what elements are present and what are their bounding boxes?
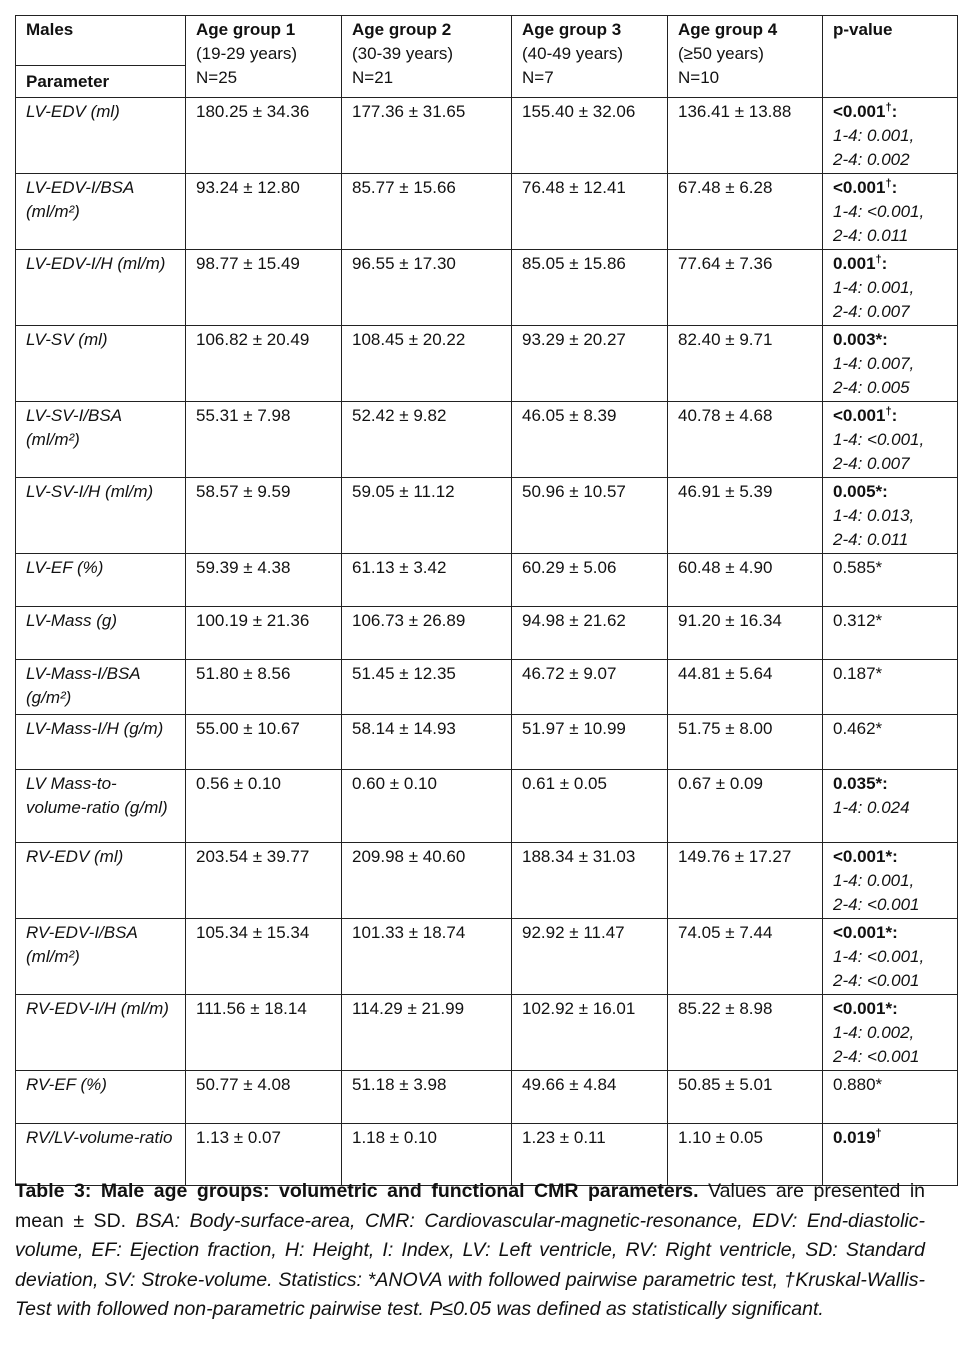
value-cell-group-4: 44.81 ± 5.64 [668,660,823,715]
p-value-pairwise: 2-4: 0.007 [833,302,910,321]
parameter-cell: LV-Mass (g) [16,607,186,660]
parameter-cell: LV Mass-to-volume-ratio (g/ml) [16,770,186,843]
value-cell-group-4: 136.41 ± 13.88 [668,98,823,174]
parameter-cell: LV-EDV (ml) [16,98,186,174]
table-row [16,478,958,554]
value-cell-group-1: 55.00 ± 10.67 [186,715,342,770]
value-cell-group-2: 106.73 ± 26.89 [342,607,512,660]
parameter-cell: RV-EDV (ml) [16,843,186,919]
p-value-pairwise: 1-4: 0.013, [833,506,915,525]
parameter-cell: LV-EDV-I/H (ml/m) [16,250,186,326]
p-value-main: <0.001*: [833,999,898,1018]
value-cell-group-1: 0.56 ± 0.10 [186,770,342,843]
parameter-cell: LV-EDV-I/BSA (ml/m²) [16,174,186,250]
table-row [16,843,958,919]
value-cell-group-2: 114.29 ± 21.99 [342,995,512,1071]
header-group-range: (≥50 years) [678,44,764,63]
value-cell-group-4: 77.64 ± 7.36 [668,250,823,326]
p-value-cell [823,1071,958,1124]
p-value-main: 0.312* [833,611,883,630]
p-value-main: 0.035*: [833,774,888,793]
p-value-cell [823,660,958,715]
p-value-cell [823,843,958,919]
value-cell-group-3: 51.97 ± 10.99 [512,715,668,770]
header-group-range: (19-29 years) [196,44,298,63]
value-cell-group-4: 51.75 ± 8.00 [668,715,823,770]
value-cell-group-2: 209.98 ± 40.60 [342,843,512,919]
value-cell-group-3: 0.61 ± 0.05 [512,770,668,843]
value-cell-group-3: 188.34 ± 31.03 [512,843,668,919]
p-value-cell [823,326,958,402]
value-cell-group-3: 155.40 ± 32.06 [512,98,668,174]
value-cell-group-2: 177.36 ± 31.65 [342,98,512,174]
table-row [16,250,958,326]
value-cell-group-4: 67.48 ± 6.28 [668,174,823,250]
value-cell-group-1: 111.56 ± 18.14 [186,995,342,1071]
p-value-main: <0.001†: [833,101,898,121]
table-row [16,174,958,250]
p-value-pairwise: 1-4: 0.007, [833,354,915,373]
value-cell-group-2: 59.05 ± 11.12 [342,478,512,554]
p-value-pairwise: 2-4: <0.001 [833,895,920,914]
header-parameter: Parameter [16,66,186,98]
header-group-range: (30-39 years) [352,44,454,63]
value-cell-group-4: 0.67 ± 0.09 [668,770,823,843]
header-p-value: p-value [823,16,958,98]
value-cell-group-3: 94.98 ± 21.62 [512,607,668,660]
p-value-cell [823,919,958,995]
parameter-cell: RV/LV-volume-ratio [16,1124,186,1186]
p-value-main: <0.001*: [833,847,898,866]
table-row [16,326,958,402]
caption-abbreviations: BSA: Body-surface-area, CMR: Cardiovascular-magnetic-resonance, EDV: End-diastolic-volume, EF: Ejection fraction, H: Height, I: Index, LV: Left ventricle, RV: Right ventricle, SD: Standard deviation, SV: Stroke-volume. Statistics: *ANOVA with followed pairwise parametric test, †Kruskal-Wallis-Test with followed non-parametric pairwise test. P≤0.05 was defined as statistically significant. [15,1209,926,1320]
header-group-n: N=10 [678,68,720,87]
p-value-pairwise: 2-4: 0.002 [833,150,910,169]
value-cell-group-3: 50.96 ± 10.57 [512,478,668,554]
parameter-cell: LV-SV-I/H (ml/m) [16,478,186,554]
p-value-main: 0.003*: [833,330,888,349]
table-row [16,1071,958,1124]
table-row [16,715,958,770]
header-group-n: N=25 [196,68,238,87]
p-value-main: 0.019† [833,1127,882,1147]
p-value-pairwise: 2-4: <0.001 [833,1047,920,1066]
p-value-pairwise: 1-4: 0.002, [833,1023,915,1042]
p-value-pairwise: 1-4: <0.001, [833,947,925,966]
value-cell-group-4: 82.40 ± 9.71 [668,326,823,402]
p-value-cell [823,98,958,174]
p-value-cell [823,995,958,1071]
value-cell-group-3: 46.05 ± 8.39 [512,402,668,478]
value-cell-group-2: 61.13 ± 3.42 [342,554,512,607]
value-cell-group-3: 102.92 ± 16.01 [512,995,668,1071]
value-cell-group-1: 1.13 ± 0.07 [186,1124,342,1186]
header-males: Males [16,16,186,66]
parameter-cell: RV-EDV-I/H (ml/m) [16,995,186,1071]
value-cell-group-1: 59.39 ± 4.38 [186,554,342,607]
value-cell-group-2: 96.55 ± 17.30 [342,250,512,326]
value-cell-group-1: 93.24 ± 12.80 [186,174,342,250]
value-cell-group-1: 98.77 ± 15.49 [186,250,342,326]
p-value-cell [823,607,958,660]
p-value-pairwise: 1-4: 0.001, [833,126,915,145]
table-row [16,919,958,995]
parameter-cell: LV-EF (%) [16,554,186,607]
value-cell-group-3: 85.05 ± 15.86 [512,250,668,326]
parameter-cell: RV-EDV-I/BSA (ml/m²) [16,919,186,995]
value-cell-group-2: 52.42 ± 9.82 [342,402,512,478]
value-cell-group-1: 105.34 ± 15.34 [186,919,342,995]
value-cell-group-3: 93.29 ± 20.27 [512,326,668,402]
table-row [16,607,958,660]
p-value-main: <0.001*: [833,923,898,942]
table-row [16,770,958,843]
p-value-pairwise: 2-4: <0.001 [833,971,920,990]
value-cell-group-4: 1.10 ± 0.05 [668,1124,823,1186]
value-cell-group-1: 50.77 ± 4.08 [186,1071,342,1124]
value-cell-group-1: 106.82 ± 20.49 [186,326,342,402]
p-value-cell [823,770,958,843]
value-cell-group-3: 1.23 ± 0.11 [512,1124,668,1186]
table-caption [15,1177,925,1325]
parameter-cell: RV-EF (%) [16,1071,186,1124]
header-group-n: N=7 [522,68,554,87]
header-group-range: (40-49 years) [522,44,624,63]
header-age-group-4 [668,16,823,98]
p-value-cell [823,554,958,607]
table-row [16,995,958,1071]
p-value-pairwise: 1-4: 0.001, [833,278,915,297]
value-cell-group-1: 51.80 ± 8.56 [186,660,342,715]
value-cell-group-4: 85.22 ± 8.98 [668,995,823,1071]
table-row [16,98,958,174]
table-body [16,16,958,1186]
table-row [16,660,958,715]
results-table [15,15,958,1186]
value-cell-group-1: 55.31 ± 7.98 [186,402,342,478]
header-group-title: Age group 1 [196,20,296,39]
value-cell-group-1: 100.19 ± 21.36 [186,607,342,660]
p-value-pairwise: 1-4: 0.001, [833,871,915,890]
p-value-cell [823,250,958,326]
p-value-cell [823,174,958,250]
value-cell-group-4: 46.91 ± 5.39 [668,478,823,554]
header-age-group-2 [342,16,512,98]
value-cell-group-4: 60.48 ± 4.90 [668,554,823,607]
p-value-main: 0.585* [833,558,883,577]
value-cell-group-4: 91.20 ± 16.34 [668,607,823,660]
p-value-pairwise: 2-4: 0.007 [833,454,910,473]
p-value-main: 0.462* [833,719,883,738]
value-cell-group-2: 101.33 ± 18.74 [342,919,512,995]
p-value-main: 0.880* [833,1075,883,1094]
p-value-pairwise: 2-4: 0.011 [833,530,909,549]
value-cell-group-3: 60.29 ± 5.06 [512,554,668,607]
p-value-cell [823,402,958,478]
header-group-title: Age group 4 [678,20,778,39]
value-cell-group-3: 46.72 ± 9.07 [512,660,668,715]
value-cell-group-2: 85.77 ± 15.66 [342,174,512,250]
value-cell-group-4: 74.05 ± 7.44 [668,919,823,995]
value-cell-group-1: 180.25 ± 34.36 [186,98,342,174]
value-cell-group-1: 58.57 ± 9.59 [186,478,342,554]
header-age-group-3 [512,16,668,98]
header-row-top [16,16,958,66]
value-cell-group-2: 0.60 ± 0.10 [342,770,512,843]
value-cell-group-4: 149.76 ± 17.27 [668,843,823,919]
table-row [16,554,958,607]
p-value-cell [823,715,958,770]
p-value-main: 0.005*: [833,482,888,501]
value-cell-group-2: 51.45 ± 12.35 [342,660,512,715]
p-value-pairwise: 1-4: <0.001, [833,202,925,221]
p-value-main: <0.001†: [833,177,898,197]
caption-title: Table 3: Male age groups: volumetric and functional CMR parameters. [15,1180,699,1202]
value-cell-group-3: 76.48 ± 12.41 [512,174,668,250]
header-group-title: Age group 3 [522,20,622,39]
value-cell-group-2: 51.18 ± 3.98 [342,1071,512,1124]
value-cell-group-4: 50.85 ± 5.01 [668,1071,823,1124]
caption-intro: Values are presented in mean ± SD. [15,1180,925,1232]
parameter-cell: LV-Mass-I/H (g/m) [16,715,186,770]
value-cell-group-2: 58.14 ± 14.93 [342,715,512,770]
p-value-pairwise: 1-4: 0.024 [833,798,910,817]
p-value-pairwise: 2-4: 0.011 [833,226,909,245]
value-cell-group-1: 203.54 ± 39.77 [186,843,342,919]
value-cell-group-4: 40.78 ± 4.68 [668,402,823,478]
header-age-group-1 [186,16,342,98]
parameter-cell: LV-Mass-I/BSA (g/m²) [16,660,186,715]
header-group-n: N=21 [352,68,394,87]
value-cell-group-3: 49.66 ± 4.84 [512,1071,668,1124]
header-group-title: Age group 2 [352,20,452,39]
parameter-cell: LV-SV-I/BSA (ml/m²) [16,402,186,478]
value-cell-group-3: 92.92 ± 11.47 [512,919,668,995]
p-value-main: 0.187* [833,664,883,683]
value-cell-group-2: 108.45 ± 20.22 [342,326,512,402]
parameter-cell: LV-SV (ml) [16,326,186,402]
p-value-pairwise: 2-4: 0.005 [833,378,910,397]
p-value-pairwise: 1-4: <0.001, [833,430,925,449]
p-value-cell [823,478,958,554]
value-cell-group-2: 1.18 ± 0.10 [342,1124,512,1186]
p-value-main: 0.001†: [833,253,888,273]
table-row [16,402,958,478]
p-value-main: <0.001†: [833,405,898,425]
